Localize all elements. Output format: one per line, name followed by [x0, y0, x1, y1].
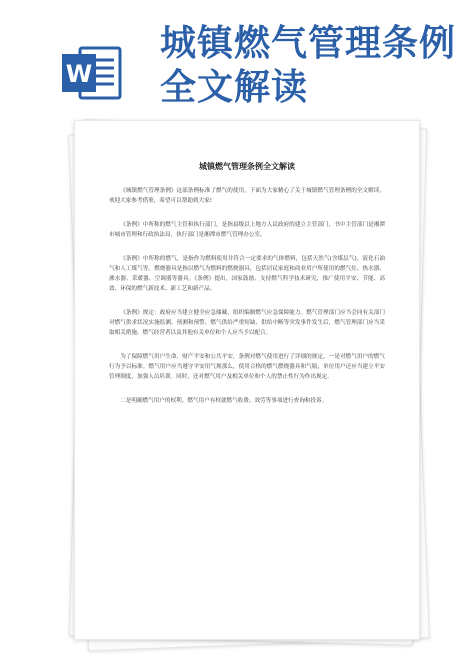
document-paragraph: 《条例》中所称的燃气，是指作为燃料使用并符合一定要求的气体燃料，包括天然气(含煤层气)、液化石油气和人工煤气等。燃烧器具是指以燃气为燃料的燃烧器具，包括居民家庭和商业用户所使用的燃气灶、热水器、沸水器、采暖器、空调器等器具。《条例》提出，国家鼓励、支持燃气科学技术研究，推广使用平安、节能、高效、环保的燃气新技术、新工艺和新产品。	[109, 256, 385, 292]
document-paragraph: 《条例》规定：政府应当建立健全应急储藏，组织编制燃气应急保障能力。燃气管理部门应当会同有关部门对燃气供求状况实施监测、预测和预警。燃气供给严重短缺、供给中断等突发事件发生后，燃气管理部门应当采取相关措施，燃气经营者以及其他有关单位和个人应当予以配合。	[109, 310, 385, 336]
document-paragraph: 《条例》中所称的燃气主管和执行部门，是指县级以上地方人民政府的建立主管部门，书中主管部门是湘潭市城市管理和行政执法局，执行部门是湘潭市燃气管理办公室。	[109, 222, 385, 238]
banner-title-line-1: 城镇燃气管理条例	[160, 23, 457, 64]
document-page	[74, 120, 420, 640]
banner-title-line-2: 全文解读	[160, 67, 309, 108]
document-paragraph: 二是明确燃气用户的权利。燃气用户有权就燃气收费、效劳等事项进行查询和投诉。	[120, 398, 328, 404]
word-document-icon	[60, 40, 124, 104]
logo-letter: W	[65, 60, 93, 88]
banner-title	[160, 22, 460, 110]
document-preview	[72, 118, 424, 648]
document-paragraph: 《城镇燃气管理条例》这部条例标准了燃气的使用，下面为大家精心了关于城镇燃气管理条例的全文解读，欢迎大家参考借鉴，希望可以帮助到大家!	[109, 188, 385, 204]
document-title: 城镇燃气管理条例全文解读	[199, 162, 295, 171]
document-paragraph: 为了保障燃气用户生命、财产平安和公共平安，条例对燃气使用进行了详细的规定，一是对燃气用户的燃气行为予以标准。燃气用户应当遵守平安用气规那么，使用合格的燃气燃烧器具和气瓶，单位用户还应当建立平安管理制度，加强人员培训。同时，还对燃气用户及相关单位和个人的禁止性行为作出规定。	[109, 354, 385, 380]
